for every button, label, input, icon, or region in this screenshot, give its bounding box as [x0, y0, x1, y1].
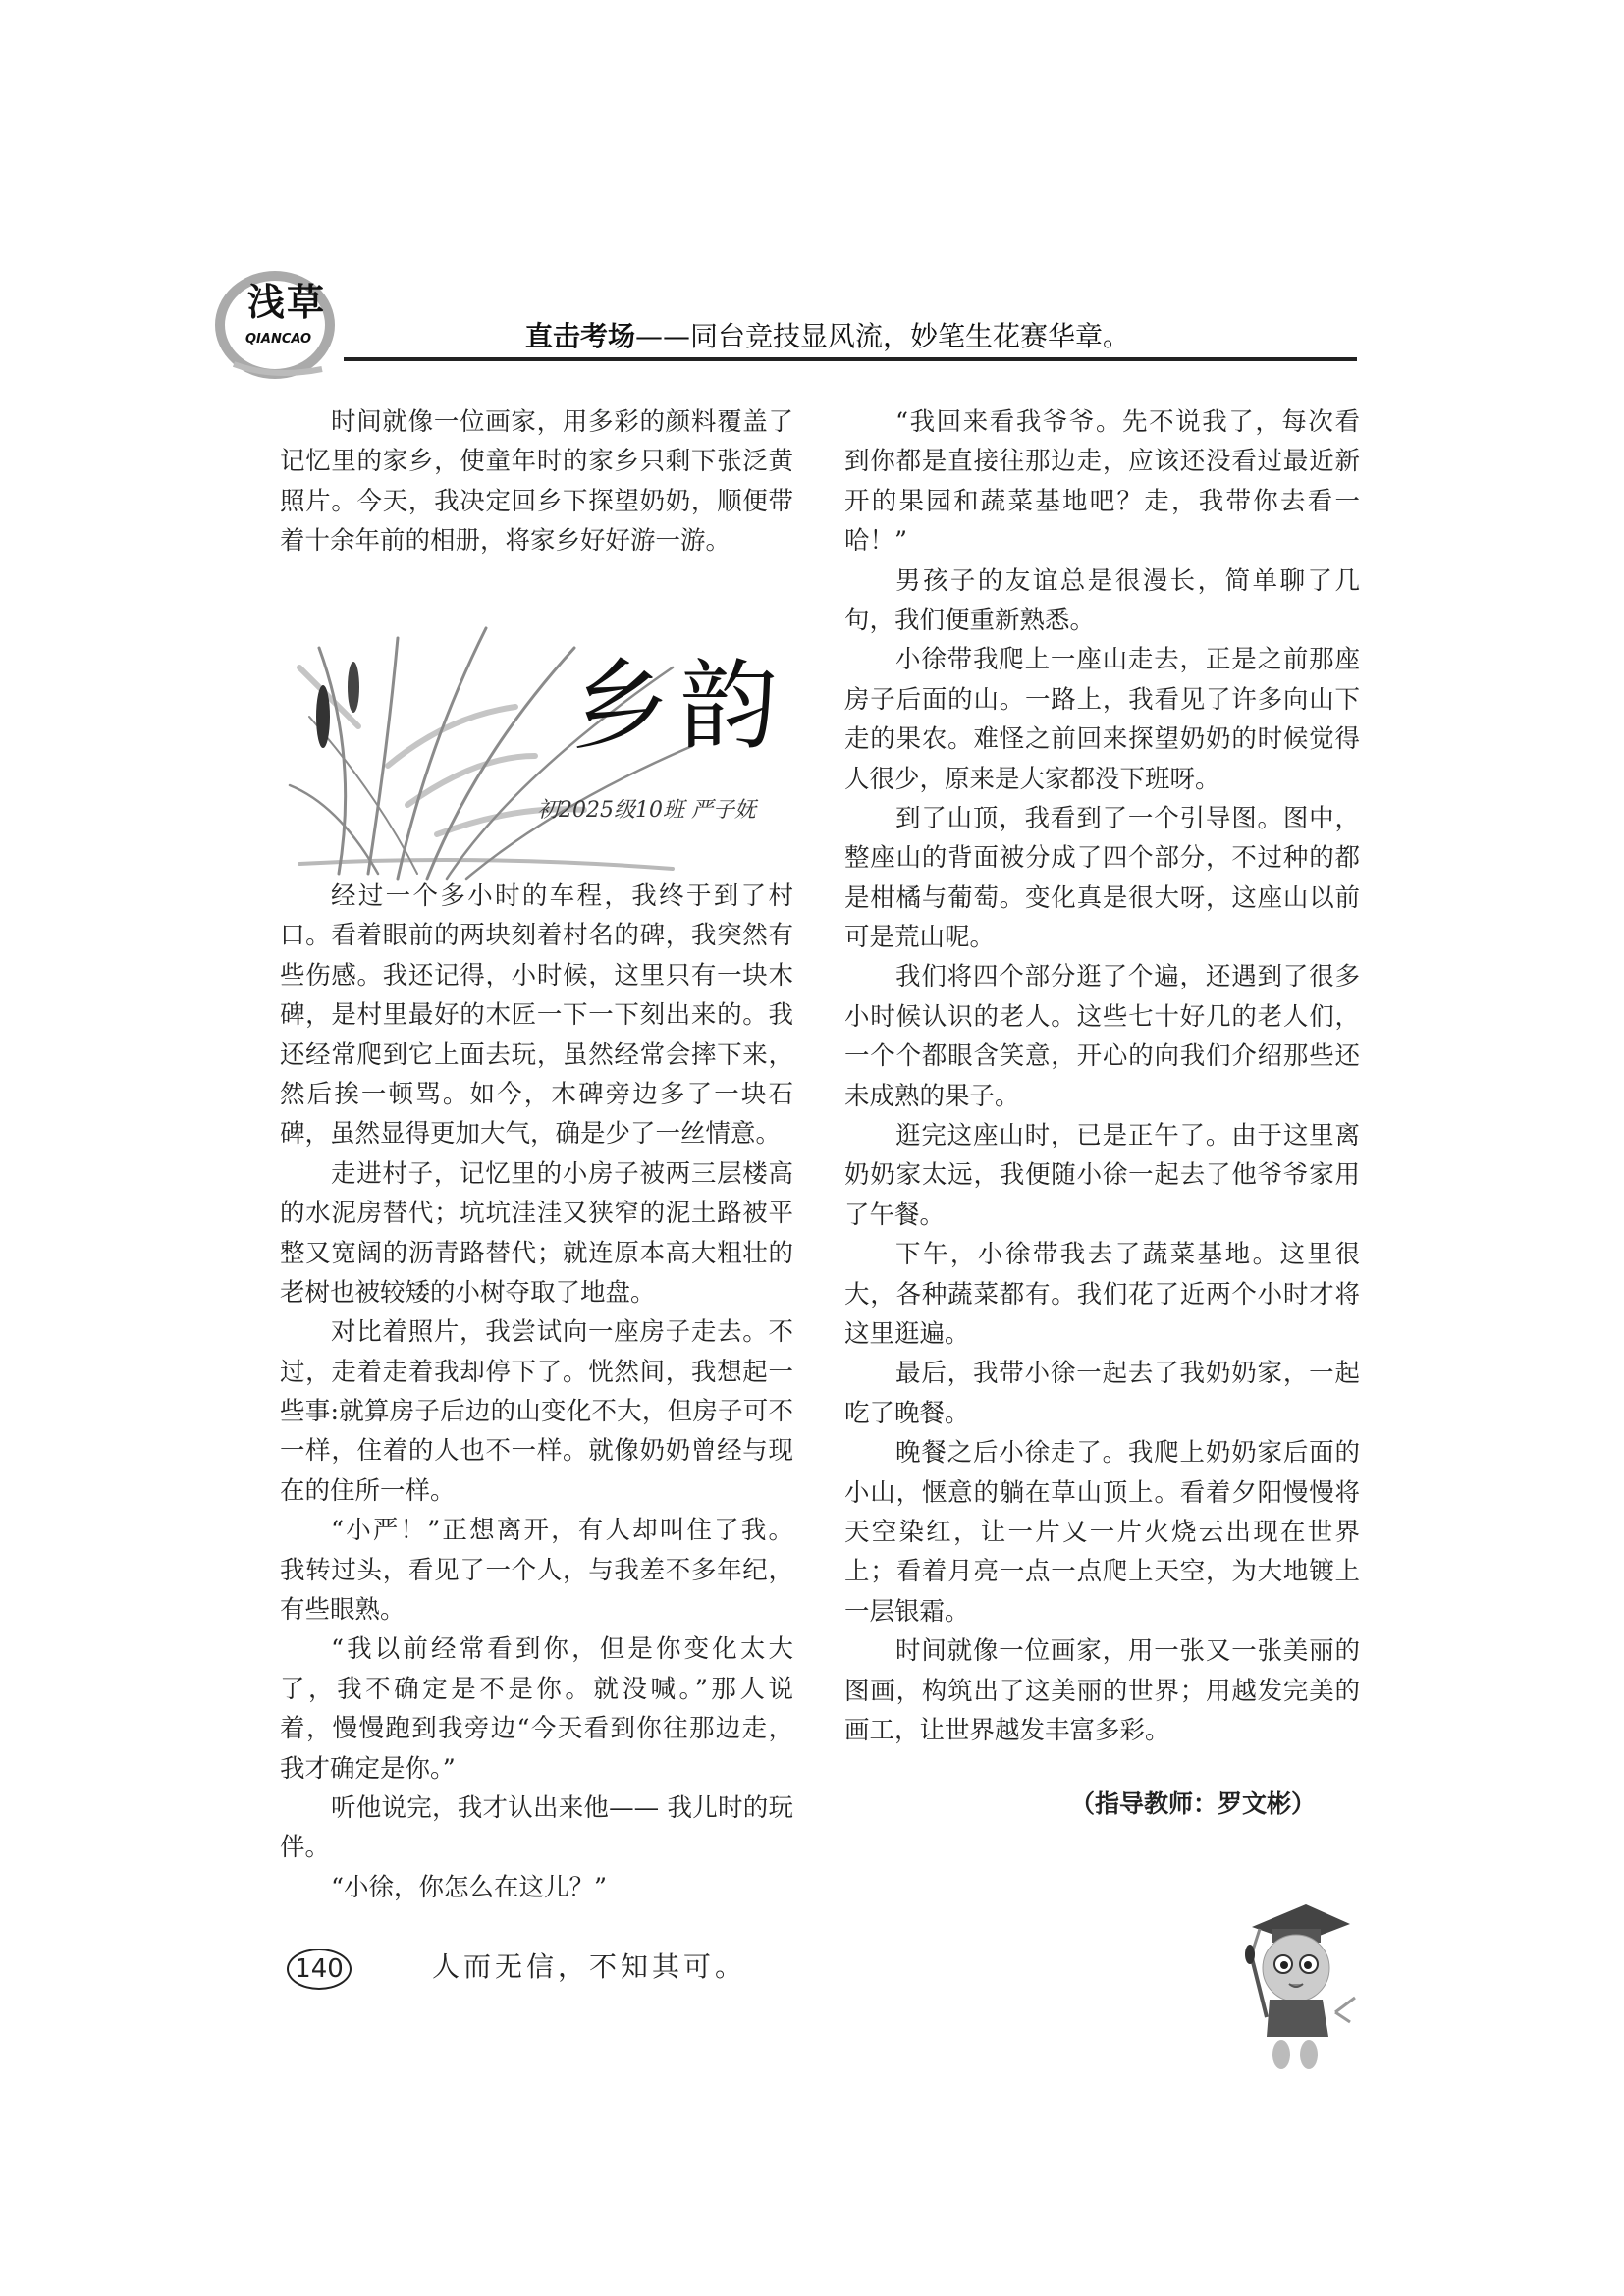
- text-line: 画工，让世界越发丰富多彩。: [844, 1715, 1170, 1745]
- text-line: 一层银霜。: [844, 1596, 970, 1627]
- text-line: 着，慢慢跑到我旁边“今天看到你往那边走，: [280, 1714, 793, 1744]
- article-byline: 初2025级10班 严子妩: [537, 798, 756, 823]
- text-line: 房子后面的山。一路上，我看见了许多向山下: [844, 684, 1360, 715]
- text-line: 是柑橘与葡萄。变化真是很大呀，这座山以前: [844, 882, 1360, 913]
- text-line: “我以前经常看到你，但是你变化太大: [331, 1634, 793, 1665]
- text-line: 句，我们便重新熟悉。: [844, 605, 1096, 635]
- text-line: 我转过头，看见了一个人，与我差不多年纪，: [280, 1555, 793, 1585]
- text-line: 口。看着眼前的两块刻着村名的碑，我突然有: [280, 921, 793, 951]
- left-column-text: [280, 877, 793, 1907]
- text-line: 我们将四个部分逛了个遍，还遇到了很多: [895, 962, 1360, 992]
- text-line: 这里逛遍。: [844, 1318, 970, 1349]
- text-line: 照片。今天，我决定回乡下探望奶奶，顺便带: [280, 486, 793, 516]
- text-line: “我回来看我爷爷。先不说我了，每次看: [895, 407, 1360, 437]
- text-line: 最后，我带小徐一起去了我奶奶家，一起: [895, 1359, 1360, 1389]
- text-line: 图画，构筑出了这美丽的世界；用越发完美的: [844, 1676, 1360, 1706]
- text-line: 小时候认识的老人。这些七十好几的老人们，: [844, 1001, 1360, 1032]
- text-line: 吃了晚餐。: [844, 1398, 970, 1428]
- text-line: 大，各种蔬菜都有。我们花了近两个小时才将: [844, 1279, 1360, 1309]
- text-line: 哈！”: [844, 526, 908, 557]
- text-line: 着十余年前的相册，将家乡好好游一游。: [280, 526, 731, 557]
- text-line: 了，我不确定是不是你。就没喊。”那人说: [280, 1674, 793, 1704]
- text-line: 些伤感。我还记得，小时候，这里只有一块木: [280, 960, 793, 990]
- text-line: 了午餐。: [844, 1200, 946, 1230]
- section-name: 直击考场: [525, 320, 636, 352]
- text-line: “小严！”正想离开，有人却叫住了我。: [331, 1516, 793, 1546]
- text-line: 记忆里的家乡，使童年时的家乡只剩下张泛黄: [280, 447, 793, 477]
- text-line: 下午，小徐带我去了蔬菜基地。这里很: [895, 1240, 1360, 1270]
- text-line: 碑，虽然显得更加大气，确是少了一丝情意。: [280, 1119, 782, 1149]
- text-line: 男孩子的友谊总是很漫长，简单聊了几: [895, 565, 1360, 596]
- text-line: 整座山的背面被分成了四个部分，不过种的都: [844, 843, 1360, 874]
- text-line: 有些眼熟。: [280, 1595, 406, 1626]
- right-column-text: [844, 402, 1360, 1750]
- text-line: 走的果农。难怪之前回来探望奶奶的时候觉得: [844, 724, 1360, 755]
- text-line: 小山，惬意的躺在草山顶上。看着夕阳慢慢将: [844, 1477, 1360, 1508]
- text-line: 对比着照片，我尝试向一座房子走去。不: [331, 1317, 793, 1348]
- article-title: 乡韵: [571, 649, 787, 764]
- text-line: 开的果园和蔬菜基地吧？走，我带你去看一: [844, 486, 1360, 516]
- section-header: [525, 320, 1130, 353]
- text-line: 过，走着走着我却停下了。恍然间，我想起一: [280, 1357, 793, 1387]
- mascot-illustration: [1213, 1899, 1365, 2071]
- text-line: 一个个都眼含笑意，开心的向我们介绍那些还: [844, 1041, 1360, 1072]
- intro-text: [280, 402, 793, 561]
- text-line: 时间就像一位画家，用一张又一张美丽的: [895, 1636, 1360, 1667]
- text-line: 听他说完，我才认出来他—— 我儿时的玩: [331, 1792, 793, 1823]
- text-line: 然后挨一顿骂。如今，木碑旁边多了一块石: [280, 1079, 793, 1109]
- text-line: 在的住所一样。: [280, 1475, 456, 1506]
- text-line: 时间就像一位画家，用多彩的颜料覆盖了: [331, 407, 793, 437]
- header-rule: [344, 357, 1357, 361]
- text-line: 人很少，原来是大家都没下班呀。: [844, 764, 1220, 794]
- text-line: 一样，住着的人也不一样。就像奶奶曾经与现: [280, 1436, 793, 1467]
- text-line: 逛完这座山时，已是正午了。由于这里离: [895, 1121, 1360, 1151]
- text-line: 老树也被较矮的小树夺取了地盘。: [280, 1277, 656, 1308]
- text-line: 奶奶家太远，我便随小徐一起去了他爷爷家用: [844, 1160, 1360, 1191]
- text-line: 我才确定是你。”: [280, 1753, 456, 1784]
- text-line: 碑，是村里最好的木匠一下一下刻出来的。我: [280, 1000, 793, 1031]
- text-line: 些事:就算房子后边的山变化不大，但房子可不: [280, 1397, 793, 1427]
- page-number: 140: [287, 1949, 352, 1990]
- text-line: 到你都是直接往那边走，应该还没看过最近新: [844, 447, 1360, 477]
- text-line: 走进村子，记忆里的小房子被两三层楼高: [331, 1158, 793, 1189]
- text-line: 到了山顶，我看到了一个引导图。图中，: [895, 803, 1360, 833]
- text-line: 可是荒山呢。: [844, 923, 996, 953]
- teacher-signature: （指导教师：罗文彬）: [1070, 1789, 1317, 1818]
- footer-motto: 人而无信，不知其可。: [432, 1950, 747, 1983]
- text-line: 小徐带我爬上一座山走去，正是之前那座: [895, 645, 1360, 675]
- text-line: 整又宽阔的沥青路替代；就连原本高大粗壮的: [280, 1238, 793, 1268]
- logo-subtitle: QIANCAO: [245, 332, 312, 347]
- logo-text: 浅草: [247, 281, 327, 324]
- text-line: 上；看着月亮一点一点爬上天空，为大地镀上: [844, 1557, 1360, 1587]
- text-line: “小徐，你怎么在这儿？”: [331, 1872, 608, 1902]
- text-line: 未成熟的果子。: [844, 1081, 1020, 1111]
- section-slogan: ——同台竞技显风流，妙笔生花赛华章。: [635, 320, 1131, 352]
- text-line: 晚餐之后小徐走了。我爬上奶奶家后面的: [895, 1438, 1360, 1468]
- text-line: 的水泥房替代；坑坑洼洼又狭窄的泥土路被平: [280, 1199, 793, 1229]
- text-line: 天空染红，让一片又一片火烧云出现在世界: [844, 1517, 1360, 1547]
- text-line: 经过一个多小时的车程，我终于到了村: [331, 881, 793, 911]
- text-line: 还经常爬到它上面去玩，虽然经常会摔下来，: [280, 1040, 793, 1070]
- text-line: 伴。: [280, 1833, 331, 1863]
